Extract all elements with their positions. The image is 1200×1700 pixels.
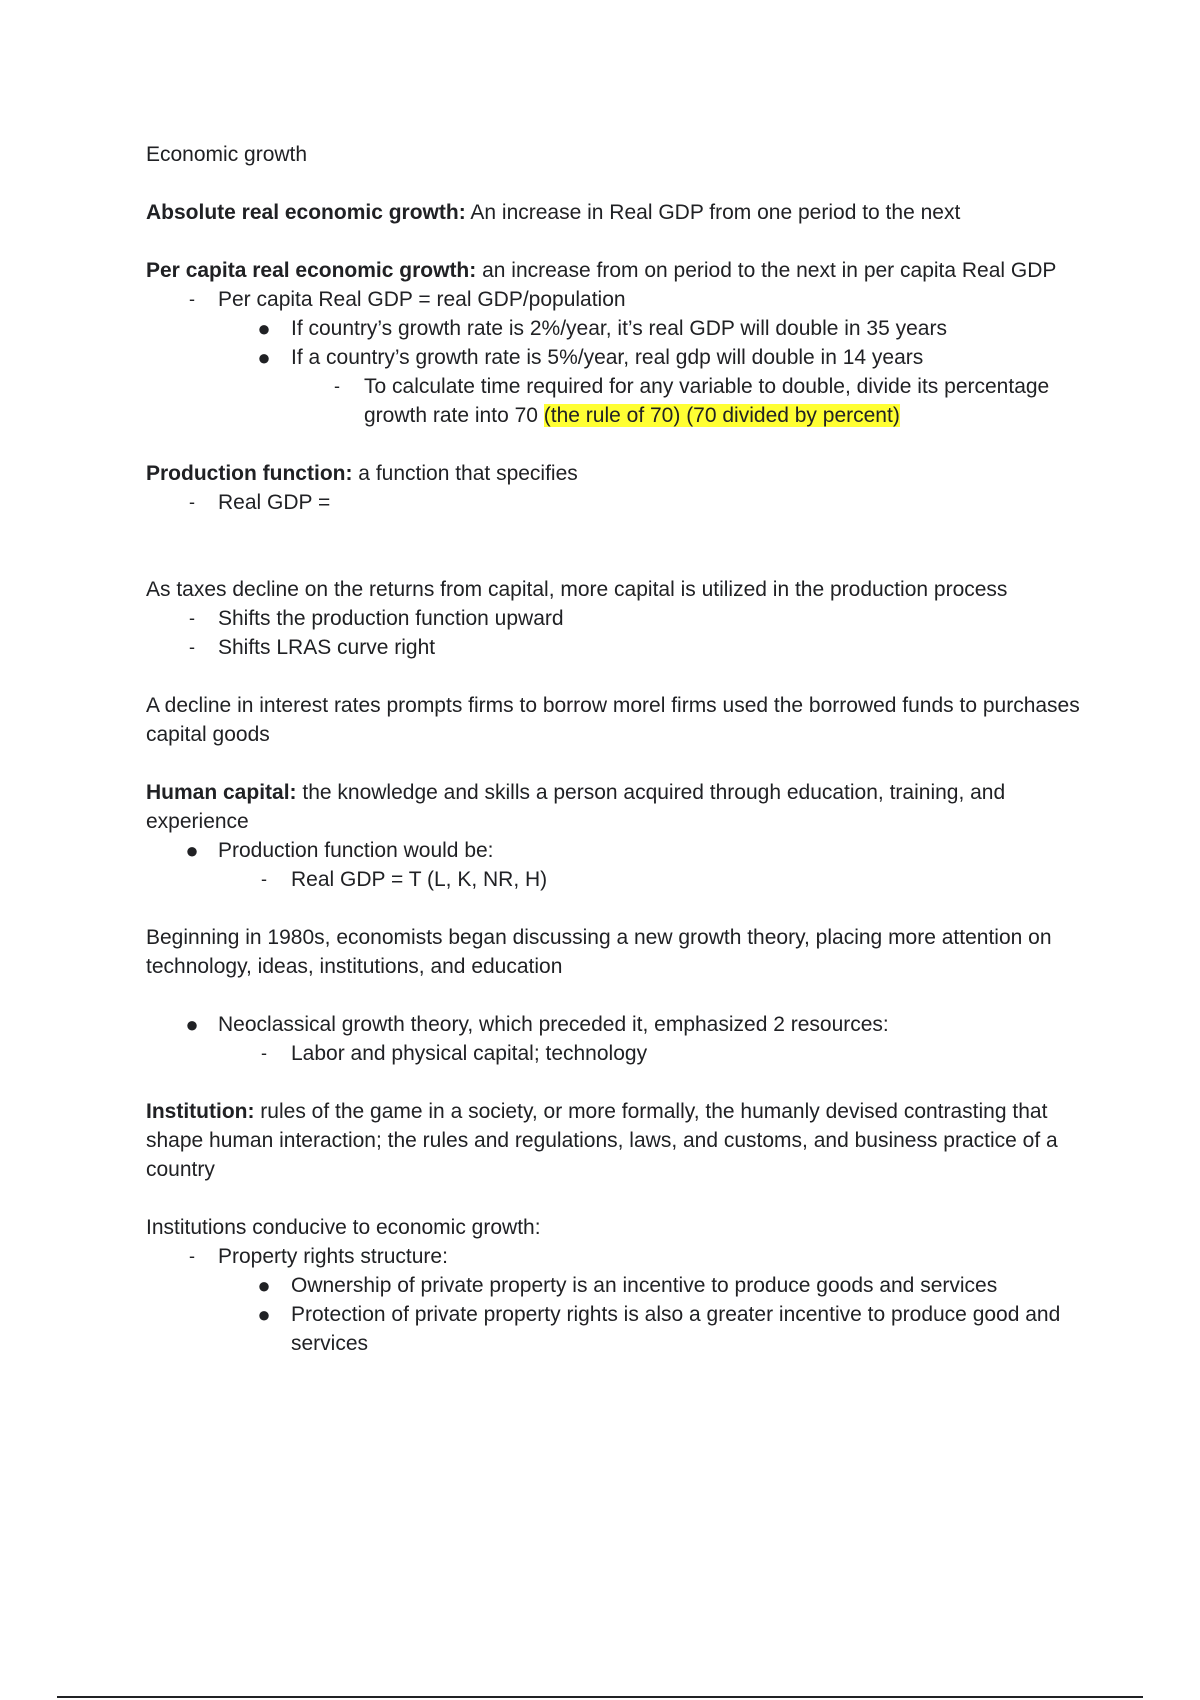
paragraph-taxes: As taxes decline on the returns from capital, more capital is utilized in the production process [146, 578, 1008, 601]
bullet-icon: ● [257, 1302, 271, 1327]
list-item: - Shifts LRAS curve right [146, 633, 1096, 662]
paragraph-per-capita-growth [146, 256, 1096, 285]
bullet-icon: ● [257, 345, 271, 370]
paragraph-interest-rates: A decline in interest rates prompts firms to borrow morel firms used the borrowed funds to purchases capital goods [146, 694, 1080, 746]
list-item: - Per capita Real GDP = real GDP/population [146, 285, 1096, 314]
bullet-icon: ● [257, 316, 271, 341]
bullet-icon: ● [185, 838, 199, 863]
list-item: - To calculate time required for any variable to double, divide its percentage growth rate into 70 (the rule of 70) (70 divided by percent) [146, 372, 1096, 430]
list-item: ● If a country’s growth rate is 5%/year, real gdp will double in 14 years [146, 343, 1096, 372]
definition-per-capita-growth: an increase from on period to the next in per capita Real GDP [476, 259, 1057, 282]
list-item: - Shifts the production function upward [146, 604, 1096, 633]
list-item: ● If country’s growth rate is 2%/year, it’s real GDP will double in 35 years [146, 314, 1096, 343]
paragraph-absolute-growth [146, 198, 1096, 227]
list-item: - Property rights structure: [146, 1242, 1096, 1271]
dash-bullet-icon: - [189, 1246, 195, 1266]
paragraph-new-growth-theory: Beginning in 1980s, economists began discussing a new growth theory, placing more attention on technology, ideas, institutions, and education [146, 926, 1052, 978]
dash-bullet-icon: - [189, 492, 195, 512]
page-bottom-rule [57, 1696, 1143, 1698]
document-title: Economic growth [146, 143, 308, 166]
list-item: - Real GDP = T (L, K, NR, H) [146, 865, 1096, 894]
dash-bullet-icon: - [189, 289, 195, 309]
paragraph-human-capital: Human capital: the knowledge and skills a person acquired through education, training, and experience [146, 781, 1006, 833]
list-item: ● Protection of private property rights is also a greater incentive to produce good and services [146, 1300, 1096, 1358]
list-item: - Labor and physical capital; technology [146, 1039, 1096, 1068]
definition-absolute-growth: An increase in Real GDP from one period to the next [465, 201, 961, 224]
dash-bullet-icon: - [261, 869, 267, 889]
list-item: - Real GDP = [146, 488, 1096, 517]
bullet-icon: ● [185, 1012, 199, 1037]
term-absolute-growth: Absolute real economic growth: [146, 201, 466, 224]
list-item: ● Production function would be: [146, 836, 1096, 865]
term-institution: Institution: [146, 1100, 255, 1123]
bullet-icon: ● [257, 1273, 271, 1298]
highlighted-text: (the rule of 70) (70 divided by percent) [543, 404, 900, 427]
dash-bullet-icon: - [189, 637, 195, 657]
list-item: ● Neoclassical growth theory, which preceded it, emphasized 2 resources: [146, 1010, 1096, 1039]
paragraph-institution: Institution: rules of the game in a society, or more formally, the humanly devised contrasting that shape human interaction; the rules and regulations, laws, and customs, and business practice of a country [146, 1100, 1058, 1181]
dash-bullet-icon: - [334, 376, 340, 396]
document-page [146, 140, 1096, 1358]
term-human-capital: Human capital: [146, 781, 297, 804]
list-item: ● Ownership of private property is an incentive to produce goods and services [146, 1271, 1096, 1300]
paragraph-institutions-conducive: Institutions conducive to economic growth: [146, 1216, 541, 1239]
dash-bullet-icon: - [189, 608, 195, 628]
paragraph-production-function: Production function: a function that specifies [146, 462, 578, 485]
dash-bullet-icon: - [261, 1043, 267, 1063]
term-per-capita-growth: Per capita real economic growth: [146, 259, 477, 282]
term-production-function: Production function: [146, 462, 353, 485]
